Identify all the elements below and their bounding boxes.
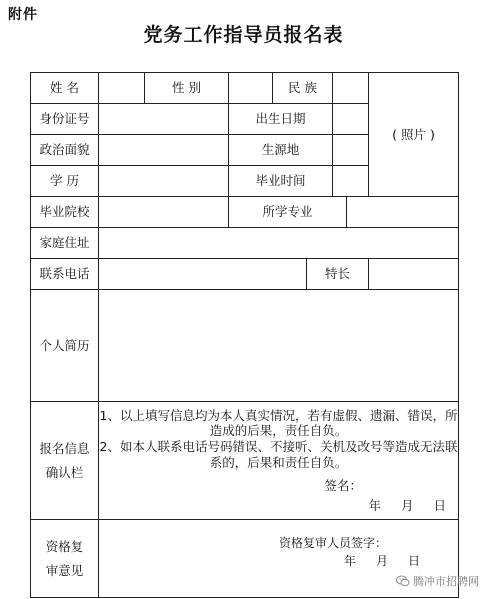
school-label: 毕业院校 [31, 197, 99, 228]
confirm-note-1: 1、以上填写信息均为本人真实情况，若有虚假、遗漏、错误，所造成的后果，责任自负。 [99, 407, 458, 439]
sign-year: 年 [368, 497, 381, 513]
resume-field[interactable] [99, 290, 459, 402]
education-field[interactable] [99, 166, 229, 197]
school-field[interactable] [99, 197, 229, 228]
phone-label: 联系电话 [31, 259, 99, 290]
review-label: 资格复审意见 [31, 520, 99, 598]
ethnicity-label: 民 族 [273, 73, 333, 104]
birth-date-field[interactable] [333, 104, 369, 135]
specialty-label: 特长 [307, 259, 369, 290]
education-label: 学 历 [31, 166, 99, 197]
gender-field[interactable] [229, 73, 273, 104]
id-number-field[interactable] [99, 104, 229, 135]
sign-date [99, 498, 458, 514]
specialty-field[interactable] [369, 259, 459, 290]
major-label: 所学专业 [229, 197, 347, 228]
wechat-icon [396, 575, 410, 587]
id-number-label: 身份证号 [31, 104, 99, 135]
grad-time-label: 毕业时间 [229, 166, 333, 197]
row-school [31, 197, 459, 228]
major-field[interactable] [347, 197, 459, 228]
gender-label: 性 别 [145, 73, 229, 104]
address-label: 家庭住址 [31, 228, 99, 259]
row-phone [31, 259, 459, 290]
ethnicity-field[interactable] [333, 73, 369, 104]
attachment-label: 附件 [8, 7, 38, 23]
phone-field[interactable] [99, 259, 307, 290]
birthplace-label: 生源地 [229, 135, 333, 166]
reviewer-signature-label: 资格复审人员签字： [279, 536, 388, 550]
grad-time-field[interactable] [333, 166, 369, 197]
row-confirm [31, 402, 459, 520]
review-date [344, 554, 440, 569]
review-year: 年 [344, 554, 357, 568]
name-label: 姓 名 [31, 73, 99, 104]
row-review [31, 520, 459, 598]
sign-day: 日 [433, 497, 447, 513]
row-name [31, 73, 459, 104]
name-field[interactable] [99, 73, 145, 104]
signature-label: 签名： [324, 478, 363, 494]
watermark [396, 573, 479, 589]
confirm-label: 报名信息确认栏 [31, 402, 99, 520]
review-day: 日 [408, 554, 421, 568]
resume-label: 个人简历 [31, 290, 99, 402]
political-status-field[interactable] [99, 135, 229, 166]
watermark-text: 腾冲市招聘网 [413, 575, 479, 588]
registration-form-table [30, 72, 459, 598]
political-status-label: 政治面貌 [31, 135, 99, 166]
sign-month: 月 [401, 497, 414, 513]
review-month: 月 [376, 554, 389, 568]
confirm-notes[interactable] [99, 402, 459, 520]
birthplace-field[interactable] [333, 135, 369, 166]
page-title: 党务工作指导员报名表 [143, 24, 344, 46]
row-resume [31, 290, 459, 402]
photo-cell[interactable]: ( 照片 ) [369, 73, 459, 197]
birth-date-label: 出生日期 [229, 104, 333, 135]
row-address [31, 228, 459, 259]
address-field[interactable] [99, 228, 459, 259]
confirm-note-2: 2、如本人联系电话号码错误、不接听、关机及改号等造成无法联系的，后果和责任自负。 [99, 438, 458, 470]
